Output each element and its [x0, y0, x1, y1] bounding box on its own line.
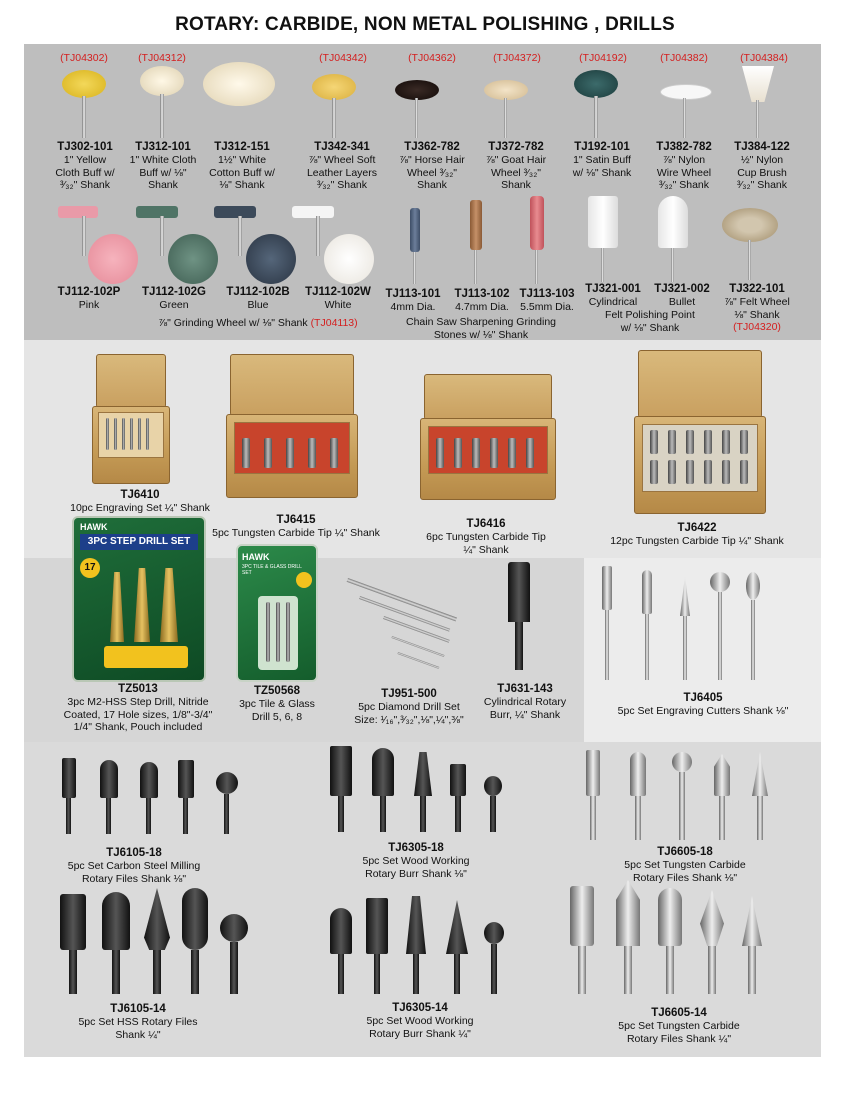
white-grinding-wheel-image	[292, 200, 374, 284]
product-label	[48, 1003, 228, 1041]
hawk-logo: HAWK	[242, 552, 270, 562]
product-label	[446, 288, 518, 314]
product-label	[718, 141, 806, 192]
description: 4.7mm Dia.	[455, 301, 509, 313]
product-label	[378, 288, 448, 314]
sku: TJ112-102W	[305, 286, 371, 298]
hawk-logo: HAWK	[80, 522, 108, 532]
product-label	[584, 1007, 774, 1045]
sku: TJ372-782	[488, 141, 544, 153]
description: 1" Yellow Cloth Buff w/ ³⁄₃₂" Shank	[55, 154, 115, 191]
description: Blue	[247, 299, 269, 311]
description: 5.5mm Dia.	[520, 301, 574, 313]
sku: TJ312-151	[214, 141, 270, 153]
tungsten-5pc-box-image	[226, 354, 356, 500]
engraving-cutters-image	[596, 566, 766, 684]
grinding-wheel-note	[108, 317, 408, 330]
product-label	[386, 518, 586, 556]
cylindrical-felt-point-image	[588, 196, 618, 282]
product-label	[386, 141, 478, 192]
description: Bullet	[668, 296, 696, 308]
product-label	[44, 847, 224, 885]
item-code: (TJ04384)	[740, 52, 788, 64]
tile-drill-pack-title: 3PC TILE & GLASS DRILL SET	[242, 564, 302, 576]
sku: TJ112-102P	[57, 286, 121, 298]
grinding-note-text: ⅞" Grinding Wheel w/ ⅛" Shank	[158, 317, 308, 329]
felt-wheel-image	[722, 208, 778, 282]
product-label	[326, 842, 506, 880]
description: 10pc Engraving Set ¼" Shank	[70, 502, 210, 514]
felt-code: (TJ04320)	[733, 321, 781, 333]
description: 5pc Set Tungsten Carbide Rotary Files Shank ¼"	[618, 1020, 740, 1045]
product-label	[118, 141, 208, 192]
product-label	[330, 1002, 510, 1040]
description: 5pc Set Wood Working Rotary Burr Shank ⅛"	[362, 855, 470, 880]
nylon-cup-brush-image	[740, 66, 776, 140]
product-label	[592, 522, 802, 548]
tungsten-12pc-box-image	[634, 350, 764, 514]
product-label	[196, 141, 288, 192]
description: ½" Nylon Cup Brush ³⁄₃₂" Shank	[736, 154, 788, 191]
cylindrical-rotary-burr-image	[508, 562, 530, 672]
sku: TJ6305-14	[392, 1002, 448, 1014]
product-label	[38, 683, 238, 734]
sku: TJ321-001	[585, 283, 641, 295]
product-label	[588, 692, 818, 718]
item-code: (TJ04312)	[138, 52, 186, 64]
sku: TJ302-101	[57, 141, 113, 153]
pink-grinding-wheel-image	[58, 200, 138, 284]
green-grinding-wheel-image	[136, 200, 218, 284]
description: 5pc Diamond Drill Set Size: ¹⁄₁₆",³⁄₃₂",⅛",¼",⅜"	[354, 701, 464, 726]
sharpening-stone-4mm-image	[408, 208, 422, 284]
product-label	[196, 514, 396, 540]
sku: TJ384-122	[734, 141, 790, 153]
page-title: ROTARY: CARBIDE, NON METAL POLISHING , DRILLS	[175, 14, 675, 35]
product-label	[294, 141, 390, 192]
description: 5pc Set Engraving Cutters Shank ⅛"	[617, 705, 789, 717]
sku: TJ112-102G	[142, 286, 206, 298]
tungsten-6pc-box-image	[420, 374, 554, 500]
product-label	[44, 286, 134, 312]
sku: TJ6305-18	[388, 842, 444, 854]
sku: TJ113-101	[385, 288, 441, 300]
description: White	[324, 299, 352, 311]
sku: TJ951-500	[381, 688, 437, 700]
product-label	[558, 141, 646, 179]
sku: TJ6405	[683, 692, 723, 704]
item-code: (TJ04192)	[579, 52, 627, 64]
description: 5pc Set HSS Rotary Files Shank ¼"	[78, 1016, 198, 1041]
item-code: (TJ04302)	[60, 52, 108, 64]
sku: TZ5013	[118, 683, 158, 695]
description: ⅞" Goat Hair Wheel ³⁄₃₂" Shank	[485, 154, 547, 191]
description: 6pc Tungsten Carbide Tip ¼" Shank	[426, 531, 546, 556]
sku: TJ312-101	[135, 141, 191, 153]
sku: TJ362-782	[404, 141, 460, 153]
description: Pink	[78, 299, 100, 311]
sku: TZ50568	[253, 685, 301, 697]
description: 1" Satin Buff w/ ⅛" Shank	[572, 154, 632, 179]
sku: TJ192-101	[574, 141, 630, 153]
tungsten-carbide-files-18-image	[586, 750, 770, 842]
grinding-code: (TJ04113)	[310, 317, 358, 329]
description: 1½" White Cotton Buff w/ ⅛" Shank	[209, 154, 275, 191]
sku: TJ382-782	[656, 141, 712, 153]
description: 1" White Cloth Buff w/ ⅛" Shank	[129, 154, 197, 191]
sharpening-stone-4.7mm-image	[468, 200, 484, 284]
leather-wheel-image	[312, 74, 356, 140]
sku: TJ322-101	[729, 283, 785, 295]
wood-working-burr-18-image	[330, 746, 504, 834]
felt-note	[590, 309, 710, 334]
description: 3pc M2-HSS Step Drill, Nitride Coated, 17 Hole sizes, 1/8"-3/4" 1/4" Shank, Pouch included	[63, 696, 213, 733]
horse-hair-wheel-image	[395, 80, 439, 140]
sku: TJ6605-14	[651, 1007, 707, 1019]
product-label	[292, 286, 384, 312]
white-cloth-buff-image	[140, 66, 184, 140]
description: Cylindrical Rotary Burr, ¼" Shank	[483, 696, 567, 721]
step-drill-pack-title: 3PC STEP DRILL SET	[80, 534, 198, 550]
cotton-buff-image	[203, 62, 275, 112]
step-drill-set-package-image	[72, 516, 206, 682]
description: 5pc Set Wood Working Rotary Burr Shank ¼"	[366, 1015, 474, 1040]
stones-note	[386, 316, 576, 341]
tungsten-carbide-files-14-image	[570, 880, 766, 996]
item-code: (TJ04382)	[660, 52, 708, 64]
blue-grinding-wheel-image	[214, 200, 296, 284]
sku: TJ6410	[120, 489, 160, 501]
product-label	[712, 283, 802, 334]
description: 12pc Tungsten Carbide Tip ¼" Shank	[610, 535, 784, 547]
sku: TJ321-002	[654, 283, 710, 295]
description: ⅞" Horse Hair Wheel ³⁄₃₂" Shank	[399, 154, 465, 191]
product-label	[222, 685, 332, 723]
sku: TJ342-341	[314, 141, 370, 153]
description: 5pc Tungsten Carbide Tip ¼" Shank	[212, 527, 380, 539]
diamond-drill-set-image	[344, 560, 464, 680]
goat-hair-wheel-image	[484, 80, 528, 140]
product-label	[640, 141, 728, 192]
product-label	[470, 141, 562, 192]
product-label	[40, 489, 240, 515]
carbon-steel-files-image	[60, 758, 240, 836]
description: 5pc Set Tungsten Carbide Rotary Files Shank ⅛"	[624, 859, 746, 884]
description: ⅞" Wheel Soft Leather Layers ³⁄₃₂" Shank	[306, 154, 378, 191]
product-label	[512, 288, 582, 314]
sharpening-stone-5.5mm-image	[528, 196, 546, 284]
nylon-wire-wheel-image	[660, 84, 710, 140]
sku: TJ6605-18	[657, 846, 713, 858]
hss-rotary-files-image	[60, 888, 250, 996]
felt-note-text: Felt Polishing Point w/ ⅛" Shank	[605, 309, 695, 334]
sku: TJ6422	[677, 522, 717, 534]
sku: TJ113-103	[519, 288, 575, 300]
sku: TJ6105-14	[110, 1003, 166, 1015]
sku: TJ112-102B	[226, 286, 290, 298]
sku: TJ6105-18	[106, 847, 162, 859]
sku: TJ6415	[276, 514, 316, 526]
hole-count-badge: 17	[80, 558, 100, 578]
satin-buff-image	[574, 70, 618, 140]
sku: TJ113-102	[454, 288, 510, 300]
tile-glass-drill-package-image	[236, 544, 318, 682]
item-code: (TJ04372)	[493, 52, 541, 64]
bullet-felt-point-image	[658, 196, 688, 282]
item-code: (TJ04362)	[408, 52, 456, 64]
description: 4mm Dia.	[390, 301, 436, 313]
product-label	[334, 688, 484, 726]
description: 3pc Tile & Glass Drill 5, 6, 8	[239, 698, 315, 723]
description: Cylindrical	[588, 296, 638, 308]
product-label	[646, 283, 718, 309]
product-label	[212, 286, 304, 312]
product-label	[470, 683, 580, 721]
sku: TJ631-143	[497, 683, 553, 695]
product-label	[128, 286, 220, 312]
product-label	[590, 846, 780, 884]
description: 5pc Set Carbon Steel Milling Rotary Files Shank ⅛"	[67, 860, 201, 885]
product-label	[578, 283, 648, 309]
sku: TJ6416	[466, 518, 506, 530]
description: Green	[159, 299, 189, 311]
yellow-buff-image	[62, 70, 106, 140]
engraving-set-box-image	[92, 354, 168, 484]
description: ⅞" Felt Wheel ⅛" Shank	[724, 296, 790, 321]
item-code: (TJ04342)	[319, 52, 367, 64]
stones-note-text: Chain Saw Sharpening Grinding Stones w/ ⅛" Shank	[405, 316, 556, 341]
description: ⅞" Nylon Wire Wheel ³⁄₃₂" Shank	[656, 154, 712, 191]
wood-working-burr-14-image	[330, 896, 508, 996]
